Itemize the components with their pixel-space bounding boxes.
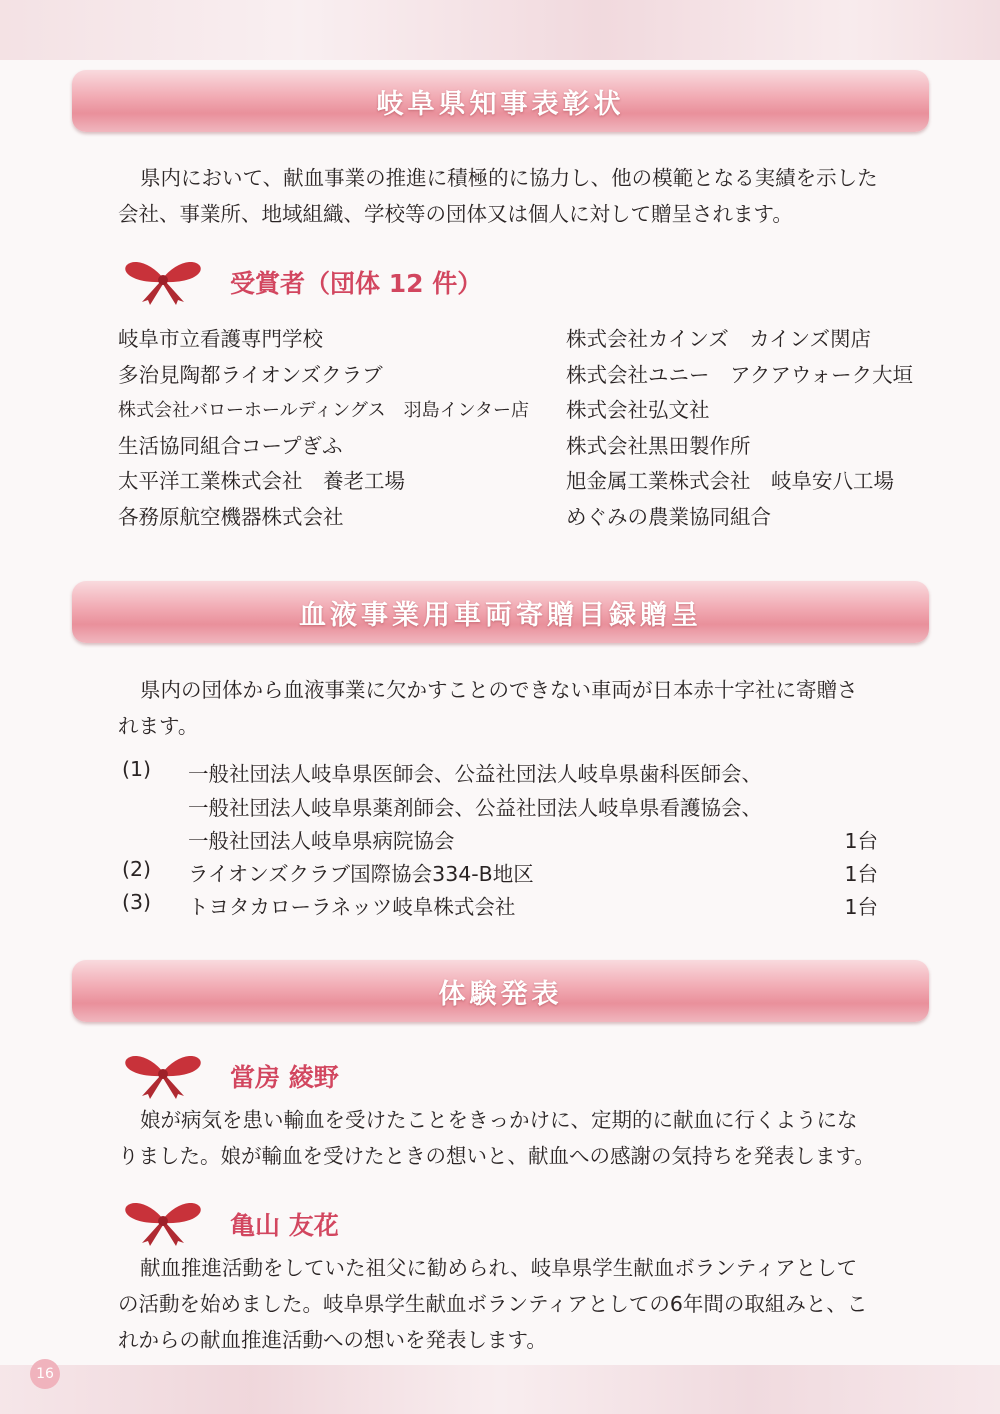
ribbon-bow-icon	[120, 1050, 206, 1100]
speaker-description	[118, 1102, 888, 1174]
section-banner-vehicle-donation	[72, 581, 929, 643]
section-description	[118, 160, 888, 232]
description-line: 県内において、献血事業の推進に積極的に協力し、他の模範となる実績を示した	[140, 166, 878, 190]
donation-count: 1台	[844, 895, 878, 919]
description-line: れからの献血推進活動への想いを発表します。	[118, 1328, 547, 1352]
speaker-name: 亀山 友花	[230, 1211, 339, 1240]
description-line: 献血推進活動をしていた祖父に勧められ、岐阜県学生献血ボランティアとして	[140, 1256, 858, 1280]
awardees-list-right	[566, 322, 936, 535]
awardees-heading: 受賞者（団体 12 件）	[230, 269, 483, 298]
description-line: りました。娘が輸血を受けたときの想いと、献血への感謝の気持ちを発表します。	[118, 1144, 875, 1168]
section-title: 血液事業用車両寄贈目録贈呈	[299, 599, 702, 631]
page-number: 16	[30, 1359, 60, 1389]
donation-name: トヨタカローラネッツ岐阜株式会社	[188, 895, 516, 919]
donation-count: 1台	[844, 862, 878, 886]
speaker-name: 當房 綾野	[230, 1063, 339, 1092]
speaker-description	[118, 1250, 888, 1358]
list-item: 株式会社黒田製作所	[566, 433, 751, 458]
section-title: 岐阜県知事表彰状	[376, 88, 625, 120]
donation-row-continued	[122, 824, 892, 858]
list-item: 生活協同組合コープぎふ	[118, 433, 343, 458]
list-item: めぐみの農業協同組合	[566, 504, 771, 529]
description-line: れます。	[118, 714, 199, 738]
list-item: 太平洋工業株式会社 養老工場	[118, 469, 405, 493]
description-line: 娘が病気を患い輸血を受けたことをきっかけに、定期的に献血に行くようにな	[140, 1108, 858, 1132]
list-item: 多治見陶都ライオンズクラブ	[118, 362, 383, 387]
donation-name: 一般社団法人岐阜県薬剤師会、公益社団法人岐阜県看護協会、	[188, 796, 762, 820]
bottom-decoration	[0, 1365, 1000, 1414]
donation-number: (3)	[122, 890, 152, 914]
list-item: 株式会社ユニー アクアウォーク大垣	[566, 362, 914, 387]
list-item: 株式会社カインズ カインズ関店	[566, 327, 872, 351]
top-decoration	[0, 0, 1000, 60]
description-line: 会社、事業所、地域組織、学校等の団体又は個人に対して贈呈されます。	[118, 202, 793, 226]
awardees-list-left	[118, 322, 548, 535]
section-title: 体験発表	[438, 978, 563, 1010]
donation-name: 一般社団法人岐阜県病院協会	[188, 829, 455, 853]
list-item: 株式会社バローホールディングス 羽島インター店	[118, 400, 529, 421]
donation-row-continued	[122, 791, 892, 825]
ribbon-bow-icon	[120, 256, 206, 306]
list-item: 旭金属工業株式会社 岐阜安八工場	[566, 469, 894, 493]
section-banner-governor-award	[72, 70, 929, 132]
ribbon-bow-icon	[120, 1197, 206, 1247]
section-banner-experience-talk	[72, 960, 929, 1022]
description-line: 県内の団体から血液事業に欠かすことのできない車両が日本赤十字社に寄贈さ	[140, 678, 858, 702]
list-item: 岐阜市立看護専門学校	[118, 327, 323, 351]
list-item: 各務原航空機器株式会社	[118, 504, 344, 529]
donation-row	[122, 757, 892, 791]
donation-name: 一般社団法人岐阜県医師会、公益社団法人岐阜県歯科医師会、	[188, 762, 762, 786]
donation-number: (1)	[122, 757, 152, 781]
list-item: 株式会社弘文社	[566, 398, 710, 422]
donation-number: (2)	[122, 857, 152, 881]
donation-name: ライオンズクラブ国際協会334-B地区	[188, 862, 534, 886]
donation-count: 1台	[844, 829, 878, 853]
section-description	[118, 672, 888, 744]
description-line: の活動を始めました。岐阜県学生献血ボランティアとしての6年間の取組みと、こ	[118, 1292, 868, 1316]
donation-row	[122, 890, 892, 924]
donation-row	[122, 857, 892, 891]
